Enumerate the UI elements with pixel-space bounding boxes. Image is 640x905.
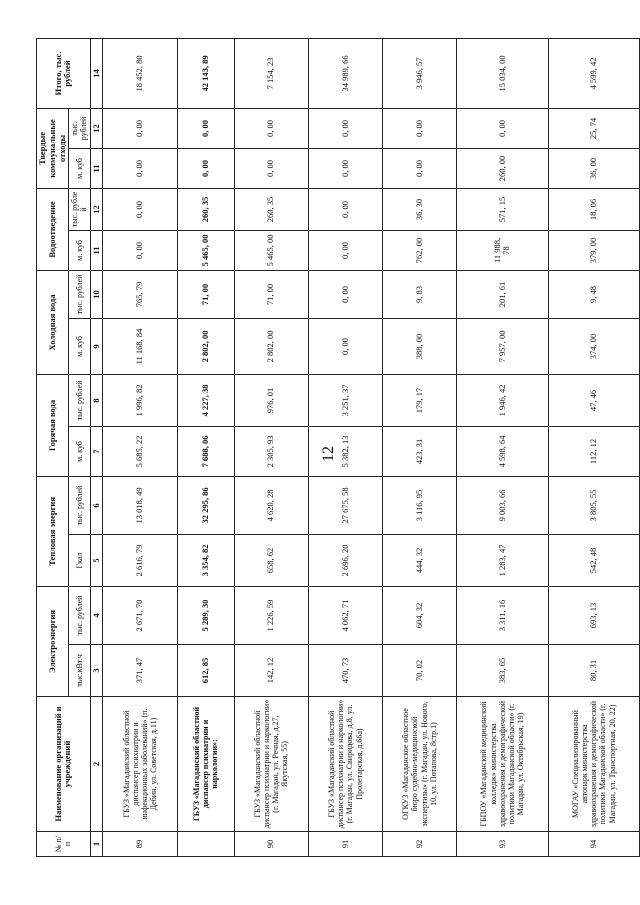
column-number: 1: [90, 832, 103, 857]
value-cell: 0, 00: [383, 148, 457, 188]
value-cell: 388, 00: [383, 318, 457, 374]
value-cell: 0, 00: [177, 108, 234, 148]
value-cell: 42 143, 89: [177, 38, 234, 108]
value-cell: 179, 17: [383, 374, 457, 426]
column-number: 3: [90, 645, 103, 697]
header-electric: Электроэнергия: [37, 586, 69, 696]
value-cell: 0, 00: [308, 148, 382, 188]
value-cell: 9 003, 66: [457, 476, 548, 534]
value-cell: 542, 48: [548, 534, 639, 586]
value-cell: 71, 00: [234, 270, 308, 318]
value-cell: 2 696, 20: [308, 534, 382, 586]
header-heat: Тепловая энергия: [37, 476, 69, 586]
value-cell: 693, 13: [548, 586, 639, 644]
value-cell: 3 311, 16: [457, 586, 548, 644]
value-cell: 36, 30: [383, 188, 457, 230]
value-cell: 70, 02: [383, 645, 457, 697]
column-number: 12: [90, 188, 103, 230]
row-number: 92: [383, 832, 457, 857]
value-cell: 0, 00: [308, 318, 382, 374]
column-numbers-row: [90, 38, 103, 856]
value-cell: 4 227, 38: [177, 374, 234, 426]
value-cell: 976, 01: [234, 374, 308, 426]
table-row: [548, 38, 639, 856]
value-cell: 112, 12: [548, 426, 639, 476]
page-number: 12: [320, 446, 337, 462]
value-cell: 0, 00: [308, 230, 382, 270]
value-cell: 260, 00: [457, 148, 548, 188]
value-cell: 470, 73: [308, 645, 382, 697]
value-cell: 3 354, 82: [177, 534, 234, 586]
row-number: 90: [234, 832, 308, 857]
value-cell: 0, 00: [103, 230, 177, 270]
value-cell: 444, 32: [383, 534, 457, 586]
unit-waste-rub: тыс. рублей: [69, 108, 90, 148]
column-number: 8: [90, 374, 103, 426]
value-cell: 0, 00: [103, 148, 177, 188]
table-body: [103, 38, 640, 856]
value-cell: 9, 48: [548, 270, 639, 318]
value-cell: 1 996, 82: [103, 374, 177, 426]
value-cell: 0, 00: [308, 108, 382, 148]
unit-sewage-rub: тыс. рубле й: [69, 188, 90, 230]
value-cell: 383, 65: [457, 645, 548, 697]
unit-heat-rub: тыс. рублей: [69, 476, 90, 534]
column-number: 9: [90, 318, 103, 374]
value-cell: 71, 00: [177, 270, 234, 318]
value-cell: 4 620, 28: [234, 476, 308, 534]
value-cell: 5 382, 13: [308, 426, 382, 476]
value-cell: 18 452, 80: [103, 38, 177, 108]
header-waste: Твердые коммунальные отходы: [37, 108, 69, 188]
value-cell: 1 283, 47: [457, 534, 548, 586]
column-number: 5: [90, 534, 103, 586]
value-cell: 80, 31: [548, 645, 639, 697]
header-name: Наименование организаций и учреждений: [37, 697, 91, 832]
column-number: 2: [90, 697, 103, 832]
unit-coldwater-rub: тыс. рублей: [69, 270, 90, 318]
unit-electric-rub: тыс. рублей: [69, 586, 90, 644]
organization-name: ОГКУЗ «Магаданское областное бюро судебно-медицинской экспертизы» (г. Магадан, ул. Нового, 10, ул. Потапова, 8стр.1): [383, 697, 457, 832]
header-no: № п/п: [37, 832, 91, 857]
value-cell: 3 946, 57: [383, 38, 457, 108]
value-cell: 0, 00: [383, 108, 457, 148]
column-number: 11: [90, 148, 103, 188]
value-cell: 2 671, 70: [103, 586, 177, 644]
header-total: Итого, тыс. рублей: [37, 38, 91, 108]
row-number: 91: [308, 832, 382, 857]
value-cell: 0, 00: [308, 270, 382, 318]
organization-name: ГБПОУ «Магаданский медицинский колледж» министерства здравоохранения и демографической политики Магаданской области» (г. Магадан, ул. Октябрьская, 19): [457, 697, 548, 832]
value-cell: 5 465, 00: [234, 230, 308, 270]
value-cell: 3 251, 37: [308, 374, 382, 426]
value-cell: 7 688, 06: [177, 426, 234, 476]
value-cell: 2 802, 00: [177, 318, 234, 374]
value-cell: 3 805, 55: [548, 476, 639, 534]
value-cell: 34 989, 66: [308, 38, 382, 108]
value-cell: 1 226, 59: [234, 586, 308, 644]
value-cell: 374, 00: [548, 318, 639, 374]
column-number: 10: [90, 270, 103, 318]
value-cell: 423, 31: [383, 426, 457, 476]
header-hotwater: Горячая вода: [37, 374, 69, 476]
row-number: [177, 832, 234, 857]
header-row-groups: [37, 38, 69, 856]
value-cell: 15 034, 00: [457, 38, 548, 108]
value-cell: 5 685, 22: [103, 426, 177, 476]
organization-name: ГБУЗ «Магаданский областной диспансер психиатрии и наркологии»:: [177, 697, 234, 832]
expenses-table: [36, 38, 640, 857]
value-cell: 612, 85: [177, 645, 234, 697]
header-coldwater: Холодная вода: [37, 270, 69, 374]
value-cell: 2 802, 00: [234, 318, 308, 374]
table-row: [103, 38, 177, 856]
value-cell: 9, 83: [383, 270, 457, 318]
organization-name: ГБУЗ «Магаданский областной диспансер психиатрии и наркологии» (г. Магадан, ул. Речная, д.27, Якутская, 55): [234, 697, 308, 832]
value-cell: 762, 00: [383, 230, 457, 270]
value-cell: 765, 79: [103, 270, 177, 318]
table-row: [457, 38, 548, 856]
value-cell: 379, 00: [548, 230, 639, 270]
unit-gcal: Гкал: [69, 534, 90, 586]
table-row: [308, 38, 382, 856]
organization-name: ГБУЗ «Магаданский областной диспансер психиатрии и наркологии» (г. Магадан, ул. Свиридова, д.8, ул. Пролетарская, д.66а): [308, 697, 382, 832]
value-cell: 5 289, 30: [177, 586, 234, 644]
value-cell: 260, 35: [177, 188, 234, 230]
row-number: 93: [457, 832, 548, 857]
unit-hotwater-m3: м. куб: [69, 426, 90, 476]
value-cell: 18, 06: [548, 188, 639, 230]
value-cell: 2 305, 93: [234, 426, 308, 476]
value-cell: 0, 00: [103, 108, 177, 148]
table-row: [383, 38, 457, 856]
value-cell: 2 616, 79: [103, 534, 177, 586]
column-number: 6: [90, 476, 103, 534]
value-cell: 11 168, 84: [103, 318, 177, 374]
value-cell: 0, 00: [103, 188, 177, 230]
value-cell: 4 598, 64: [457, 426, 548, 476]
unit-coldwater-m3: м. куб: [69, 318, 90, 374]
table-row: [234, 38, 308, 856]
value-cell: 32 295, 86: [177, 476, 234, 534]
column-number: 4: [90, 586, 103, 644]
value-cell: 47, 46: [548, 374, 639, 426]
value-cell: 27 675, 58: [308, 476, 382, 534]
unit-sewage-m3: м. куб: [69, 230, 90, 270]
value-cell: 142, 12: [234, 645, 308, 697]
value-cell: 371, 47: [103, 645, 177, 697]
value-cell: 4 062, 71: [308, 586, 382, 644]
rotated-table-container: [36, 39, 640, 857]
value-cell: 0, 00: [234, 148, 308, 188]
value-cell: 7 957, 00: [457, 318, 548, 374]
value-cell: 7 154, 23: [234, 38, 308, 108]
value-cell: 0, 00: [308, 188, 382, 230]
column-number: 12: [90, 108, 103, 148]
value-cell: 36, 00: [548, 148, 639, 188]
row-number: 94: [548, 832, 639, 857]
value-cell: 5 465, 00: [177, 230, 234, 270]
value-cell: 604, 32: [383, 586, 457, 644]
organization-name: ГБУЗ «Магаданский областной диспансер психиатрии и инфекционных заболеваний» (п. Дебин, ул. Советская, д.11): [103, 697, 177, 832]
unit-kwh: тыс.кВт.ч: [69, 645, 90, 697]
value-cell: 658, 62: [234, 534, 308, 586]
value-cell: 25, 74: [548, 108, 639, 148]
unit-waste-m3: м. куб: [69, 148, 90, 188]
header-sewage: Водоотведение: [37, 188, 69, 270]
column-number: 7: [90, 426, 103, 476]
table-row: [177, 38, 234, 856]
value-cell: 201, 61: [457, 270, 548, 318]
value-cell: 13 018, 49: [103, 476, 177, 534]
organization-name: МОГАУ «Специализированный автопарк министерства здравоохранения и демографической политики Магаданской области» (г. Магадан, ул. Транспортная, 20, 22): [548, 697, 639, 832]
value-cell: 0, 00: [457, 108, 548, 148]
value-cell: 11 988, 78: [457, 230, 548, 270]
value-cell: 1 946, 42: [457, 374, 548, 426]
value-cell: 260, 35: [234, 188, 308, 230]
row-number: 89: [103, 832, 177, 857]
value-cell: 0, 00: [234, 108, 308, 148]
value-cell: 571, 15: [457, 188, 548, 230]
unit-hotwater-rub: тыс. рублей: [69, 374, 90, 426]
value-cell: 0, 00: [177, 148, 234, 188]
value-cell: 4 599, 42: [548, 38, 639, 108]
column-number: 14: [90, 38, 103, 108]
column-number: 11: [90, 230, 103, 270]
value-cell: 3 116, 95: [383, 476, 457, 534]
